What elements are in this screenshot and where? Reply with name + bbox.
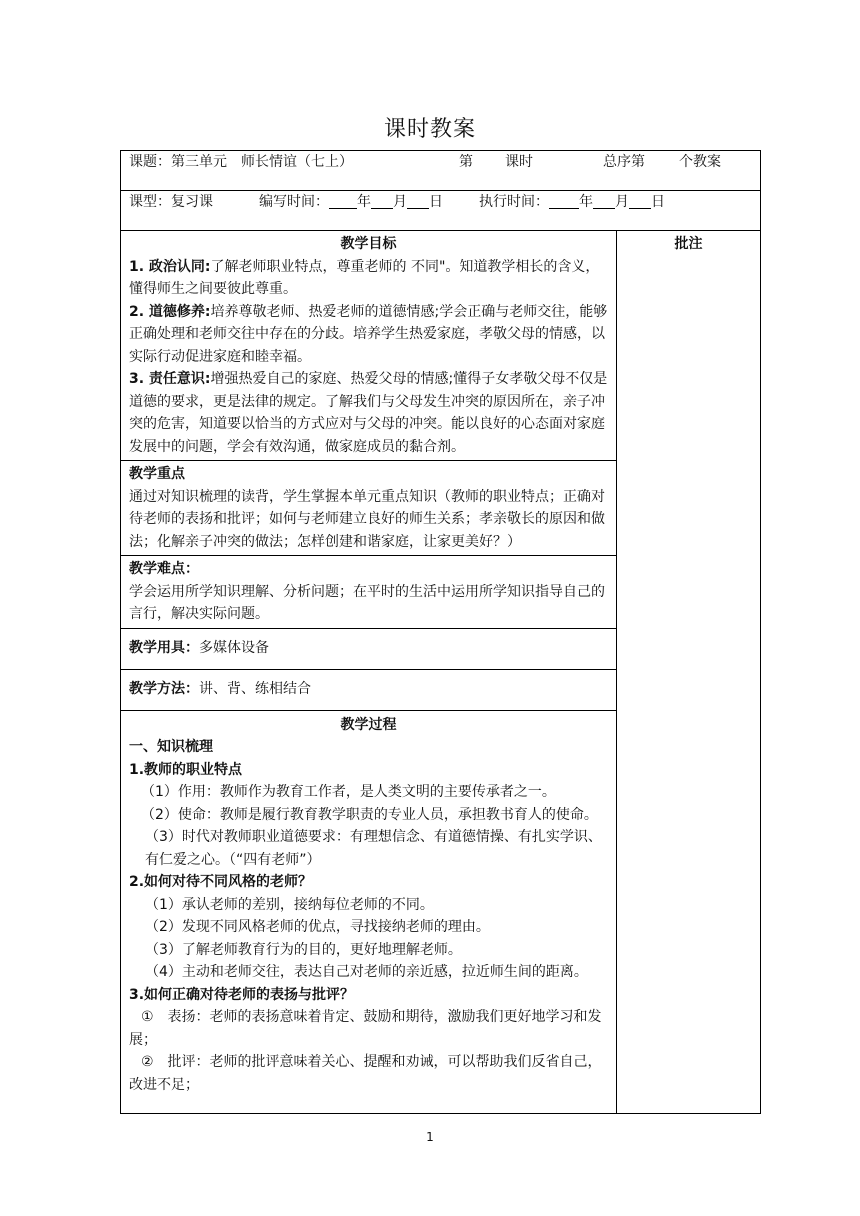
objectives-row — [121, 231, 761, 461]
objective-item: 3. 责任意识:增强热爱自己的家庭、热爱父母的情感;懂得子女孝敬父母不仅是道德的要求，更是法律的规定。了解我们与父母发生冲突的原因所在，亲子冲突的危害，知道要以恰当的方式应对与父母的冲突。能以良好的心态面对家庭发展中的问题，学会有效沟通，做家庭成员的黏合剂。 — [129, 371, 608, 455]
list-item: ① 表扬：老师的表扬意味着肯定、鼓励和期待，激励我们更好地学习和发展； — [129, 1009, 602, 1048]
difficulties-heading: 教学难点： — [129, 561, 199, 577]
methods-label: 教学方法： — [129, 681, 199, 698]
order-unit: 个教案 — [679, 154, 721, 170]
exec-month: 月 — [615, 194, 629, 210]
list-item: （1）承认老师的差别，接纳每位老师的不同。 — [145, 896, 434, 913]
write-year: 年 — [357, 194, 371, 210]
lesson-unit: 课时 — [505, 154, 533, 170]
write-day-blank[interactable] — [407, 194, 429, 209]
objectives-section — [121, 231, 616, 460]
objective-item: 1. 政治认同:了解老师职业特点，尊重老师的 不同"。知道教学相长的含义，懂得师生之间要彼此尊重。 — [129, 258, 600, 297]
write-month-blank[interactable] — [371, 194, 393, 209]
list-item: （3）时代对教师职业道德要求：有理想信念、有道德情操、有扎实学识、有仁爱之心。（“四有老师”） — [145, 829, 602, 868]
write-time-label: 编写时间： — [259, 194, 329, 210]
list-item: （1）作用：教师作为教育工作者，是人类文明的主要传承者之一。 — [141, 784, 556, 800]
question-title: 3.如何正确对待老师的表扬与批评？ — [129, 986, 355, 1003]
process-section-title: 一、知识梳理 — [129, 739, 213, 755]
question-title: 1.教师的职业特点 — [129, 761, 243, 778]
key-points-text: 通过对知识梳理的读背，学生掌握本单元重点知识（教师的职业特点；正确对待老师的表扬和批评；如何与老师建立良好的师生关系；孝亲敬长的原因和做法；化解亲子冲突的做法；怎样创建和谐家庭，让家更美好？） — [129, 488, 605, 550]
process-heading: 教学过程 — [340, 716, 397, 733]
tools-label: 教学用具： — [129, 640, 199, 657]
page-title: 课时教案 — [383, 117, 476, 142]
type-row — [121, 191, 761, 231]
type-label: 课型：复习课 — [129, 194, 213, 210]
write-day: 日 — [429, 194, 443, 210]
exec-time-label: 执行时间： — [479, 194, 549, 210]
key-points-heading: 教学重点 — [129, 466, 185, 482]
question-title: 2.如何对待不同风格的老师？ — [129, 874, 313, 890]
exec-year: 年 — [579, 194, 593, 210]
list-item: （3）了解老师教育行为的目的，更好地理解老师。 — [145, 941, 462, 958]
notes-column[interactable] — [617, 231, 761, 1114]
exec-day-blank[interactable] — [629, 194, 651, 209]
write-month: 月 — [393, 194, 407, 210]
objectives-heading: 教学目标 — [340, 236, 397, 252]
notes-heading: 批注 — [674, 236, 703, 252]
page-number: 1 — [426, 1130, 434, 1144]
list-item: （2）使命：教师是履行教育教学职责的专业人员，承担教书育人的使命。 — [141, 806, 598, 823]
write-year-blank[interactable] — [329, 194, 357, 209]
tools-value: 多媒体设备 — [199, 640, 269, 657]
difficulties-text: 学会运用所学知识理解、分析问题；在平时的生活中运用所学知识指导自己的言行，解决实际问题。 — [129, 583, 605, 622]
exec-month-blank[interactable] — [593, 194, 615, 209]
list-item: （4）主动和老师交往，表达自己对老师的亲近感，拉近师生间的距离。 — [145, 964, 588, 980]
objective-item: 2. 道德修养:培养尊敬老师、热爱老师的道德情感;学会正确与老师交往，能够正确处理和老师交往中存在的分歧。培养学生热爱家庭，孝敬父母的情感，以实际行动促进家庭和睦幸福。 — [129, 303, 608, 365]
list-item: （2）发现不同风格老师的优点，寻找接纳老师的理由。 — [145, 919, 490, 935]
lesson-plan-table — [120, 150, 761, 1114]
lesson-label: 第 — [459, 154, 473, 170]
methods-value: 讲、背、练相结合 — [199, 681, 311, 698]
topic-label: 课题：第三单元 师长情谊（七上） — [129, 154, 353, 170]
topic-row — [121, 151, 761, 191]
list-item: ② 批评：老师的批评意味着关心、提醒和劝诫，可以帮助我们反省自己，改进不足； — [129, 1054, 602, 1093]
order-label: 总序第 — [603, 154, 645, 170]
exec-year-blank[interactable] — [549, 194, 579, 209]
exec-day: 日 — [651, 194, 665, 210]
